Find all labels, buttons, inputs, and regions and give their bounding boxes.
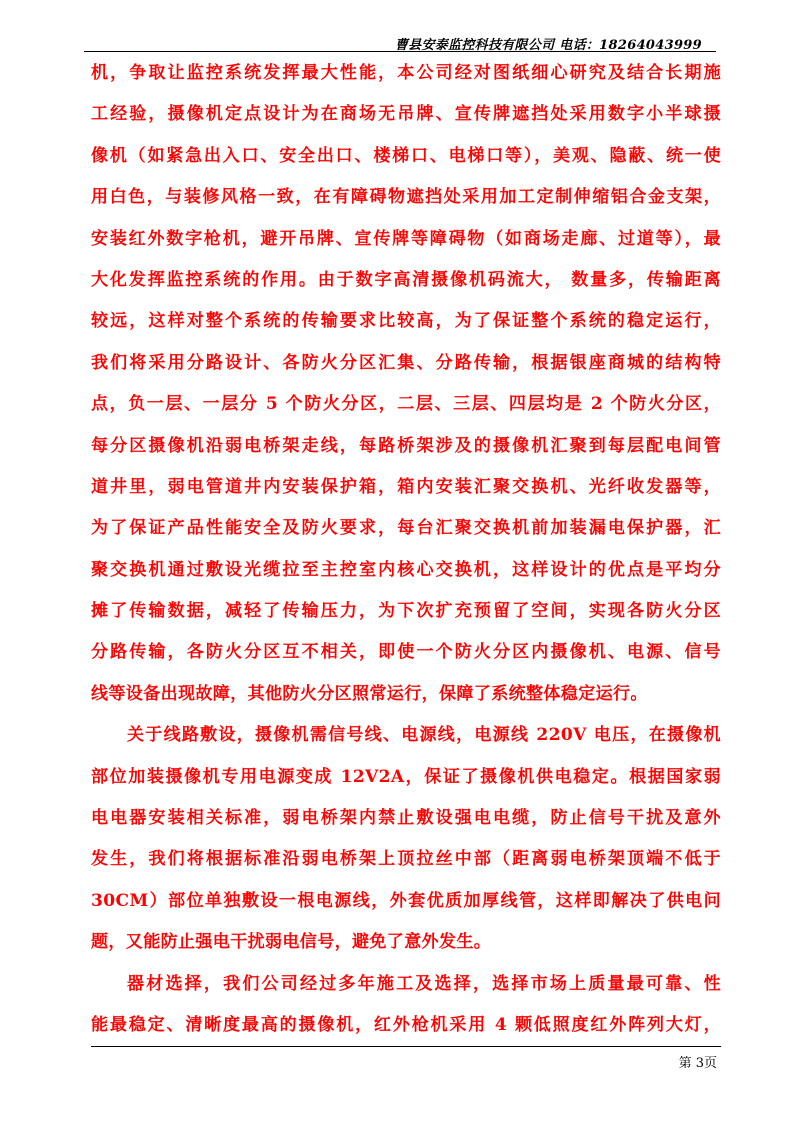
text-line: 大化发挥监控系统的作用。由于数字高清摄像机码流大， 数量多，传输距离 <box>91 269 721 290</box>
text-line: 关于线路敷设，摄像机需信号线、电源线，电源线 220V 电压，在摄像机 <box>127 725 721 746</box>
text-line: 器材选择，我们公司经过多年施工及选择，选择市场上质量最可靠、性 <box>127 973 721 994</box>
text-line: 能最稳定、清晰度最高的摄像机，红外枪机采用 4 颗低照度红外阵列大灯， <box>91 1014 721 1035</box>
page-number: 第 3页 <box>678 1056 717 1071</box>
text-line: 摊了传输数据，减轻了传输压力，为下次扩充预留了空间，实现各防火分区 <box>91 601 721 622</box>
text-line: 30CM）部位单独敷设一根电源线，外套优质加厚线管，这样即解决了供电问 <box>91 890 721 911</box>
text-line: 为了保证产品性能安全及防火要求，每台汇聚交换机前加装漏电保护器，汇 <box>91 518 721 539</box>
text-line: 用白色，与装修风格一致，在有障碍物遮挡处采用加工定制伸缩铝合金支架， <box>91 187 721 208</box>
text-line: 每分区摄像机沿弱电桥架走线，每路桥架涉及的摄像机汇聚到每层配电间管 <box>91 435 721 456</box>
text-line: 工经验，摄像机定点设计为在商场无吊牌、宣传牌遮挡处采用数字小半球摄 <box>91 104 721 125</box>
text-line: 部位加装摄像机专用电源变成 12V2A，保证了摄像机供电稳定。根据国家弱 <box>91 766 721 787</box>
document-body <box>91 53 721 1046</box>
text-line: 发生，我们将根据标准沿弱电桥架上顶拉丝中部（距离弱电桥架顶端不低于 <box>91 849 721 870</box>
company-contact-header: 曹县安泰监控科技有限公司 电话：18264043999 <box>394 38 702 53</box>
text-line: 道井里，弱电管道井内安装保护箱，箱内安装汇聚交换机、光纤收发器等， <box>91 476 721 497</box>
text-line: 我们将采用分路设计、各防火分区汇集、分路传输，根据银座商城的结构特 <box>91 352 721 373</box>
text-line: 较远，这样对整个系统的传输要求比较高，为了保证整个系统的稳定运行， <box>91 311 721 332</box>
text-line: 像机（如紧急出入口、安全出口、楼梯口、电梯口等），美观、隐蔽、统一使 <box>91 145 721 166</box>
footer-divider <box>91 1046 721 1047</box>
text-line: 分路传输，各防火分区互不相关，即使一个防火分区内摄像机、电源、信号 <box>91 642 721 663</box>
text-line: 点，负一层、一层分 5 个防火分区，二层、三层、四层均是 2 个防火分区， <box>91 394 721 415</box>
text-line: 线等设备出现故障，其他防火分区照常运行，保障了系统整体稳定运行。 <box>91 683 648 704</box>
page-footer <box>91 1046 721 1076</box>
header-divider <box>84 51 716 52</box>
text-line: 机，争取让监控系统发挥最大性能，本公司经对图纸细心研究及结合长期施 <box>91 63 721 83</box>
page-header <box>84 32 716 52</box>
text-line: 聚交换机通过敷设光缆拉至主控室内核心交换机，这样设计的优点是平均分 <box>91 559 721 580</box>
text-line: 电电器安装相关标准，弱电桥架内禁止敷设强电电缆，防止信号干扰及意外 <box>91 808 721 829</box>
text-line: 题，又能防止强电干扰弱电信号，避免了意外发生。 <box>91 932 492 953</box>
text-line: 安装红外数字枪机，避开吊牌、宣传牌等障碍物（如商场走廊、过道等），最 <box>91 228 721 249</box>
